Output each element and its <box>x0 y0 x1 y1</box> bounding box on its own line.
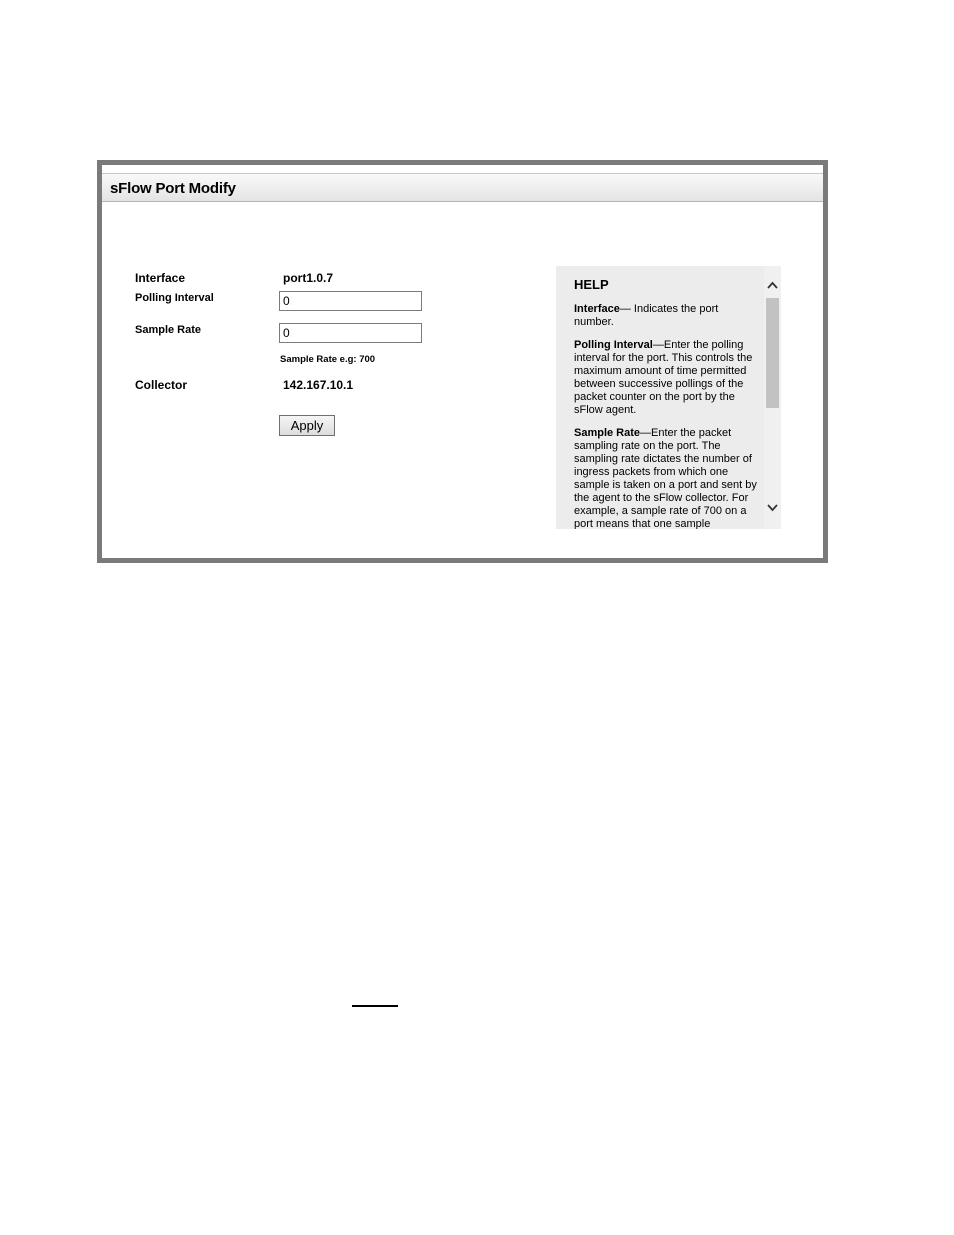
title-bar <box>102 173 823 202</box>
collector-value: 142.167.10.1 <box>283 378 354 392</box>
help-content <box>574 278 760 529</box>
help-title: HELP <box>574 277 609 292</box>
underline-mark <box>352 1005 398 1007</box>
sample-rate-hint: Sample Rate e.g: 700 <box>280 354 376 365</box>
interface-value: port1.0.7 <box>283 271 334 285</box>
scroll-thumb[interactable] <box>766 298 779 408</box>
polling-interval-input[interactable] <box>279 291 422 311</box>
help-item: Interface— Indicates the port number. <box>574 303 719 328</box>
help-item: Sample Rate—Enter the packet sampling rate on the port. The sampling rate dictates the number of ingress packets from which one sample is taken on a port and sent by the agent to the sFlow collector. For example, a sample rate of 700 on a port means that one sample <box>574 427 757 529</box>
sample-rate-label: Sample Rate <box>135 324 202 336</box>
help-scrollbar[interactable] <box>764 266 781 529</box>
chevron-down-icon[interactable] <box>767 502 778 513</box>
polling-interval-label: Polling Interval <box>135 292 214 304</box>
sflow-port-modify-window <box>97 160 828 563</box>
sample-rate-input[interactable] <box>279 323 422 343</box>
window-title: sFlow Port Modify <box>110 180 236 197</box>
interface-label: Interface <box>135 271 186 285</box>
chevron-up-icon[interactable] <box>767 280 778 291</box>
help-item: Polling Interval—Enter the polling interval for the port. This controls the maximum amount of time permitted between successive pollings of the packet counter on the port by the sFlow agent. <box>574 339 753 416</box>
help-panel[interactable] <box>556 266 781 529</box>
collector-label: Collector <box>135 378 188 392</box>
apply-button[interactable]: Apply <box>279 415 335 436</box>
